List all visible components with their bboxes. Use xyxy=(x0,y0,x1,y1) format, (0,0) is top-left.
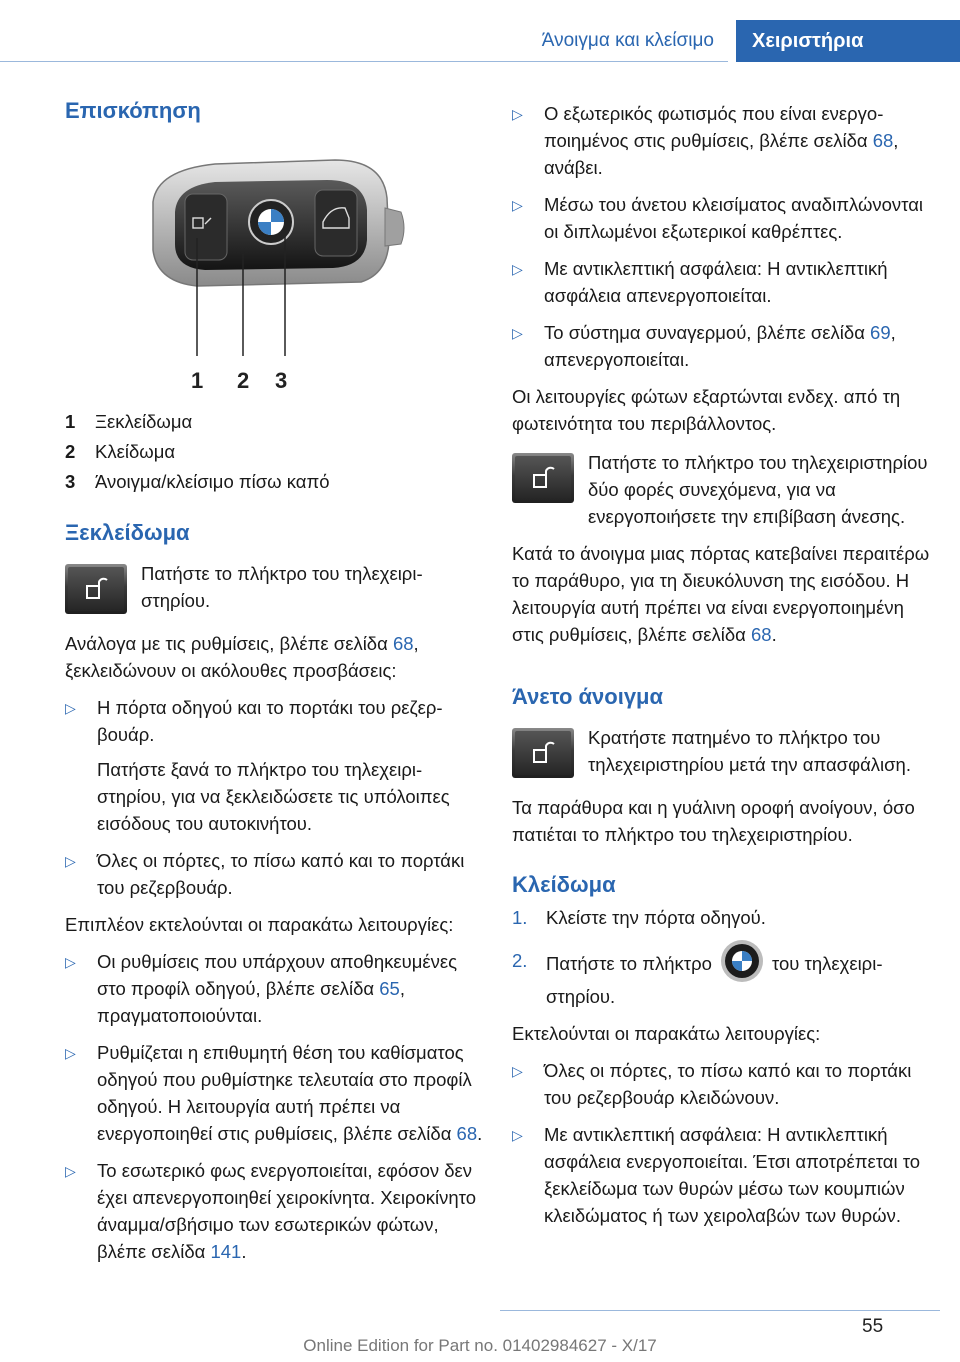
additionally-paragraph: Επιπλέον εκτελούνται οι παρακάτω λειτουργίες: xyxy=(65,914,454,935)
legend-text: Κλείδωμα xyxy=(95,440,176,462)
triangle-right-icon: ▷ xyxy=(512,261,523,277)
double-press-text: Πατήστε το πλήκτρο του τηλεχειριστηρίου δύο φορές συνεχόμενα, για να ενεργοποιήσετε την επιβίβαση άνεσης. xyxy=(588,452,928,527)
triangle-right-icon: ▷ xyxy=(512,325,523,341)
triangle-right-icon: ▷ xyxy=(65,1163,76,1179)
comfort-opening-heading: Άνετο άνοιγμα xyxy=(512,684,664,709)
comfort-note: Τα παράθυρα και η γυάλινη οροφή ανοίγουν, όσο πατιέται το πλήκτρο του τηλεχειριστηρίου. xyxy=(512,797,915,845)
unlock-heading: Ξεκλείδωμα xyxy=(65,520,190,545)
legend-number: 1 xyxy=(65,410,76,432)
page-link[interactable]: 141 xyxy=(210,1241,242,1262)
figure-label-2: 2 xyxy=(237,368,250,393)
triangle-right-icon: ▷ xyxy=(512,1063,523,1079)
depending-paragraph: Ανάλογα με τις ρυθμίσεις, βλέπε σελίδα 68, ξεκλειδώνουν οι ακόλουθες προσβάσεις: xyxy=(65,633,419,681)
door-open-paragraph: Κατά το άνοιγμα μιας πόρτας κατεβαίνει περαιτέρω το παράθυρο, για τη διευκόλυνση της εισόδου. Η λειτουργία αυτή πρέπει να είναι ενεργοποιημένη στις ρυθμίσεις, βλέπε σελίδα 68. xyxy=(512,543,930,645)
page-link[interactable]: 69 xyxy=(870,322,891,343)
lights-note: Οι λειτουργίες φώτων εξαρτώνται ενδεχ. από τη φωτεινότητα του περιβάλλοντος. xyxy=(512,386,901,434)
list-item: ▷ Όλες οι πόρτες, το πίσω καπό και το πορτάκι του ρεζερβουάρ κλειδώνουν. xyxy=(512,1057,937,1111)
page-link[interactable]: 65 xyxy=(379,978,400,999)
list-item: ▷ Το εσωτερικό φως ενεργοποιείται, εφόσον δεν έχει απενεργοποιηθεί χειροκίνητα. Χειροκίνητο άναμμα/σβήσιμο των εσωτερικών φώτων, βλέπε σελίδα 141. xyxy=(65,1157,485,1265)
unlock-key-block xyxy=(65,560,485,620)
triangle-right-icon: ▷ xyxy=(65,954,76,970)
bmw-logo-icon xyxy=(720,939,764,983)
edition-footer: Online Edition for Part no. 01402984627 - X/17 xyxy=(303,1336,657,1355)
overview-heading: Επισκόπηση xyxy=(65,98,201,123)
page-link[interactable]: 68 xyxy=(456,1123,478,1144)
executed-paragraph: Εκτελούνται οι παρακάτω λειτουργίες: xyxy=(512,1023,821,1044)
list-item: ▷ Ρυθμίζεται η επιθυμητή θέση του καθίσματος οδηγού που ρυθμίστηκε τελευταία στο προφίλ οδηγού. Η λειτουργία αυτή πρέπει να ενεργοποιηθεί στις ρυθμίσεις, βλέπε σελίδα 68. xyxy=(65,1039,485,1147)
header-chapter-tab: Χειριστήρια xyxy=(736,20,960,62)
list-item: ▷ Μέσω του άνετου κλεισίματος αναδιπλώνονται οι διπλωμένοι εξωτερικοί καθρέπτες. xyxy=(512,191,937,245)
list-item: ▷ Η πόρτα οδηγού και το πορτάκι του ρεζερβουάρ. Πατήστε ξανά το πλήκτρο του τηλεχειριστηρίου, για να ξεκλειδώσετε τις υπόλοιπες εισόδους του αυτοκινήτου. xyxy=(65,694,485,837)
list-item: ▷ Το σύστημα συναγερμού, βλέπε σελίδα 69, απενεργοποιείται. xyxy=(512,319,937,373)
footer-divider xyxy=(500,1310,940,1311)
comfort-key-block xyxy=(512,724,937,784)
remote-key-illustration xyxy=(65,142,485,404)
page-link[interactable]: 68 xyxy=(751,624,772,645)
comfort-key-text: Κρατήστε πατημένο το πλήκτρο του τηλεχειριστηρίου μετά την απασφάλιση. xyxy=(588,727,911,775)
unlock-key-button-icon xyxy=(65,564,127,614)
figure-label-1: 1 xyxy=(191,368,204,393)
header-section-title: Άνοιγμα και κλείσιμο xyxy=(0,20,728,62)
legend-row xyxy=(65,436,485,466)
legend-text: Άνοιγμα/κλείσιμο πίσω καπό xyxy=(95,470,330,492)
page-number: 55 xyxy=(862,1316,884,1337)
left-column xyxy=(65,96,485,1265)
list-item: ▷ Οι ρυθμίσεις που υπάρχουν αποθηκευμένες στο προφίλ οδηγού, βλέπε σελίδα 65, πραγματοποιούνται. xyxy=(65,948,485,1029)
figure-label-3: 3 xyxy=(275,368,288,393)
step-number: 2. xyxy=(512,950,528,971)
list-item: ▷ Όλες οι πόρτες, το πίσω καπό και το πορτάκι του ρεζερβουάρ. xyxy=(65,847,485,901)
figure-legend xyxy=(65,406,485,496)
step-item: 2. Πατήστε το πλήκτρο του τηλεχειριστηρίου. xyxy=(512,947,937,1010)
legend-number: 3 xyxy=(65,470,76,492)
list-item: ▷ Με αντικλεπτική ασφάλεια: Η αντικλεπτική ασφάλεια απενεργοποιείται. xyxy=(512,255,937,309)
page-link[interactable]: 68 xyxy=(872,130,894,151)
double-press-block xyxy=(512,449,937,530)
triangle-right-icon: ▷ xyxy=(65,1045,76,1061)
legend-row xyxy=(65,406,485,436)
list-item: ▷ Ο εξωτερικός φωτισμός που είναι ενεργοποιημένος στις ρυθμίσεις, βλέπε σελίδα 68, ανάβει. xyxy=(512,100,937,181)
lock-heading: Κλείδωμα xyxy=(512,872,616,897)
legend-text: Ξεκλείδωμα xyxy=(95,410,193,432)
triangle-right-icon: ▷ xyxy=(512,106,523,122)
unlock-key-button-icon xyxy=(512,453,574,503)
unlock-key-instruction: Πατήστε το πλήκτρο του τηλεχειριστηρίου. xyxy=(141,563,423,611)
unlock-key-button-icon xyxy=(512,728,574,778)
remote-key-figure xyxy=(65,142,485,404)
right-column xyxy=(512,96,937,1229)
step-item: 1. Κλείστε την πόρτα οδηγού. xyxy=(512,904,937,931)
triangle-right-icon: ▷ xyxy=(512,1127,523,1143)
triangle-right-icon: ▷ xyxy=(512,197,523,213)
triangle-right-icon: ▷ xyxy=(65,700,76,716)
step-number: 1. xyxy=(512,907,528,928)
triangle-right-icon: ▷ xyxy=(65,853,76,869)
legend-row xyxy=(65,466,485,496)
legend-number: 2 xyxy=(65,440,76,462)
page-link[interactable]: 68 xyxy=(392,633,414,654)
list-item: ▷ Με αντικλεπτική ασφάλεια: Η αντικλεπτική ασφάλεια ενεργοποιείται. Έτσι αποτρέπεται το ξεκλείδωμα των θυρών μέσω των κουμπιών κλειδώματος ή των χειρολαβών των θυρών. xyxy=(512,1121,937,1229)
